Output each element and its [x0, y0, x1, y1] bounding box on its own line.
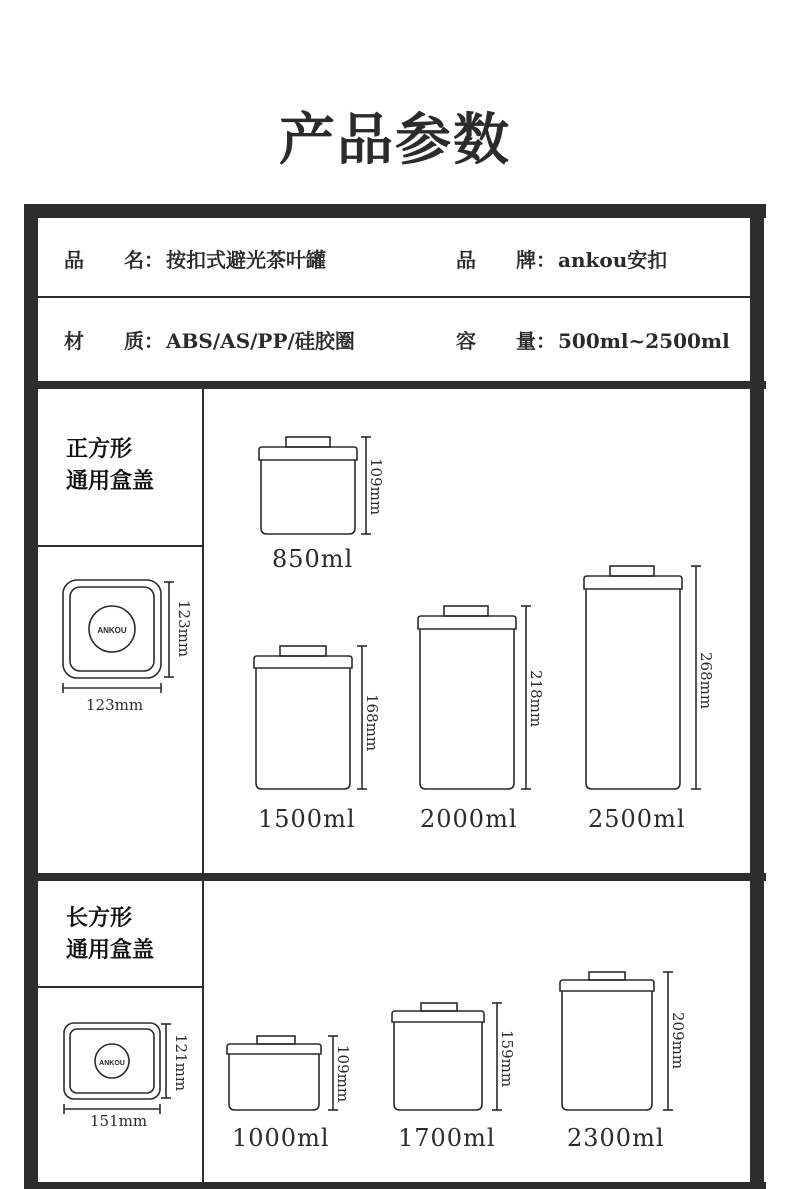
- square-lid-width: 123mm: [86, 696, 144, 714]
- brand-value: ankou安扣: [558, 248, 668, 272]
- jar-850-drawing: [259, 437, 371, 534]
- rect-label-line1: 长方形: [66, 906, 133, 931]
- capacity-value: 500ml~2500ml: [558, 329, 730, 353]
- square-lid-height: 123mm: [175, 600, 193, 658]
- square-label-line1: 正方形: [66, 437, 133, 462]
- jar-1000-height: 109mm: [334, 1045, 352, 1103]
- jar-2300-capacity: 2300ml: [567, 1124, 665, 1152]
- jar-1500-drawing: [254, 646, 367, 789]
- rect-lid-height: 121mm: [172, 1034, 190, 1092]
- jar-850-height: 109mm: [367, 458, 385, 516]
- name-value: 按扣式避光茶叶罐: [166, 248, 326, 272]
- capacity-label: 容 量：: [456, 329, 556, 353]
- jar-2500-capacity: 2500ml: [588, 805, 686, 833]
- jar-1700-height: 159mm: [498, 1030, 516, 1088]
- rect-label-line2: 通用盒盖: [66, 938, 155, 963]
- jar-2000-drawing: [418, 606, 531, 789]
- jar-2000-height: 218mm: [527, 670, 545, 728]
- material-value: ABS/AS/PP/硅胶圈: [166, 329, 355, 353]
- square-lid-brand: ANKOU: [97, 626, 127, 635]
- square-label-line2: 通用盒盖: [66, 469, 155, 494]
- name-label: 品 名：: [64, 248, 164, 272]
- jar-1700-capacity: 1700ml: [398, 1124, 496, 1152]
- jar-1500-height: 168mm: [363, 694, 381, 752]
- jar-850-capacity: 850ml: [272, 545, 354, 573]
- page-title: 产品参数: [279, 108, 511, 173]
- jar-2500-drawing: [584, 566, 701, 789]
- jar-2500-height: 268mm: [697, 652, 715, 710]
- rect-lid-width: 151mm: [90, 1112, 148, 1130]
- jar-1500-capacity: 1500ml: [258, 805, 356, 833]
- jar-2300-drawing: [560, 972, 673, 1110]
- jar-1700-drawing: [392, 1003, 502, 1110]
- brand-label: 品 牌：: [456, 248, 556, 272]
- square-lid-drawing: [63, 580, 174, 693]
- jar-2000-capacity: 2000ml: [420, 805, 518, 833]
- jar-1000-drawing: [227, 1036, 338, 1110]
- jar-1000-capacity: 1000ml: [232, 1124, 330, 1152]
- rect-lid-drawing: [64, 1023, 171, 1114]
- jar-2300-height: 209mm: [669, 1012, 687, 1070]
- material-label: 材 质：: [64, 329, 164, 353]
- rect-lid-brand: ANKOU: [99, 1060, 125, 1067]
